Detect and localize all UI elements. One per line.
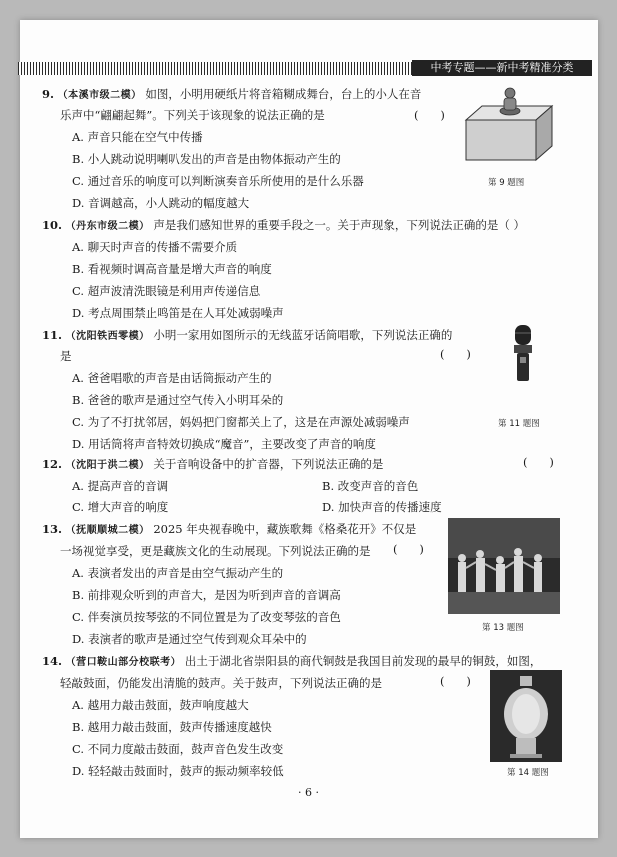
- figure-caption: 第 11 题图: [498, 419, 540, 429]
- option-d: D. 轻轻敲击鼓面时，鼓声的振动频率较低: [72, 764, 284, 778]
- answer-blank: ( ): [523, 455, 554, 469]
- question-stem: 出土于湖北省崇阳县的商代铜鼓是我国目前发现的最早的铜鼓，如图，: [184, 654, 542, 668]
- option-b: B. 小人跳动说明喇叭发出的声音是由物体振动产生的: [72, 152, 341, 166]
- bronze-drum-photo: [490, 670, 562, 762]
- question-9-line-1: [42, 87, 421, 103]
- question-14-line-1: [42, 654, 541, 670]
- figure-caption: 第 14 题图: [507, 768, 549, 778]
- question-stem: 2025 年央视春晚中，藏族歌舞《格桑花开》不仅是: [153, 522, 417, 536]
- answer-blank: ( ): [414, 108, 445, 122]
- question-13-line-1: [42, 522, 416, 538]
- option-a: A. 声音只能在空气中传播: [72, 130, 203, 144]
- question-number: 13.: [42, 522, 63, 536]
- option-d: D. 表演者的歌声是通过空气传到观众耳朵中的: [72, 632, 307, 646]
- page-number: · 6 ·: [298, 786, 319, 799]
- option-c: C. 通过音乐的响度可以判断演奏音乐所使用的是什么乐器: [72, 174, 364, 188]
- question-number: 14.: [42, 654, 63, 668]
- option-c: C. 为了不打扰邻居，妈妈把门窗都关上了，这是在声源处减弱噪声: [72, 415, 410, 429]
- dance-performance-photo: [448, 518, 560, 614]
- option-b: B. 前排观众听到的声音大，是因为听到声音的音调高: [72, 588, 341, 602]
- option-c: C. 不同力度敲击鼓面，鼓声音色发生改变: [72, 742, 284, 756]
- question-stem: 轻敲鼓面，仍能发出清脆的鼓声。关于鼓声，下列说法正确的是: [60, 676, 382, 690]
- option-d: D. 加快声音的传播速度: [322, 500, 442, 514]
- option-a: A. 聊天时声音的传播不需要介质: [72, 240, 238, 254]
- option-c: C. 超声波清洗眼镜是利用声传递信息: [72, 284, 261, 298]
- option-a: A. 提高声音的音调: [72, 479, 169, 493]
- question-number: 12.: [42, 457, 63, 471]
- speaker-stage-figure: [458, 84, 562, 172]
- question-stem: 声是我们感知世界的重要手段之一。关于声现象，下列说法正确的是（ ）: [153, 218, 525, 232]
- option-a: A. 表演者发出的声音是由空气振动产生的: [72, 566, 284, 580]
- option-a: A. 爸爸唱歌的声音是由话筒振动产生的: [72, 371, 272, 385]
- question-source: （沈阳铁西零模）: [65, 331, 150, 342]
- option-b: B. 看视频时调高音量是增大声音的响度: [72, 262, 272, 276]
- option-c: C. 伴奏演员按琴弦的不同位置是为了改变琴弦的音色: [72, 610, 341, 624]
- option-d: D. 音调越高，小人跳动的幅度越大: [72, 196, 250, 210]
- option-c: C. 增大声音的响度: [72, 500, 169, 514]
- option-b: B. 改变声音的音色: [322, 479, 419, 493]
- question-source: （丹东市级二模）: [65, 221, 150, 232]
- option-b: B. 爸爸的歌声是通过空气传入小明耳朵的: [72, 393, 284, 407]
- question-stem: 小明一家用如图所示的无线蓝牙话筒唱歌，下列说法正确的: [153, 328, 453, 342]
- question-number: 9.: [42, 87, 55, 101]
- answer-blank: ( ): [393, 542, 424, 556]
- question-stem: 关于音响设备中的扩音器，下列说法正确的是: [153, 457, 384, 471]
- option-a: A. 越用力敲击鼓面，鼓声响度越大: [72, 698, 249, 712]
- option-d: D. 用话筒将声音特效切换成“魔音”，主要改变了声音的响度: [72, 437, 376, 451]
- figure-caption: 第 9 题图: [488, 178, 525, 188]
- question-number: 11.: [42, 328, 63, 342]
- question-stem: 是: [60, 349, 72, 363]
- question-source: （沈阳于洪二模）: [65, 460, 150, 471]
- question-stem: 一场视觉享受，更是藏族文化的生动展现。下列说法正确的是: [60, 544, 371, 558]
- answer-blank: ( ): [440, 674, 471, 688]
- option-d: D. 考点周围禁止鸣笛是在人耳处减弱噪声: [72, 306, 284, 320]
- option-b: B. 越用力敲击鼓面，鼓声传播速度越快: [72, 720, 272, 734]
- question-source: （抚顺顺城二模）: [65, 525, 150, 536]
- question-stem: 乐声中“翩翩起舞”。下列关于该现象的说法正确的是: [60, 108, 325, 122]
- answer-blank: ( ): [440, 347, 471, 361]
- question-number: 10.: [42, 218, 63, 232]
- question-source: （营口鞍山部分校联考）: [65, 657, 182, 668]
- question-12-line-1: [42, 457, 383, 473]
- figure-caption: 第 13 题图: [482, 623, 524, 633]
- question-11-line-1: [42, 328, 452, 344]
- question-10-line-1: [42, 218, 525, 234]
- header-title: 中考专题——新中考精准分类: [412, 60, 592, 76]
- question-source: （本溪市级二模）: [57, 90, 142, 101]
- question-stem: 如图，小明用硬纸片将音箱糊成舞台，台上的小人在音: [145, 87, 422, 101]
- microphone-figure: [512, 325, 534, 383]
